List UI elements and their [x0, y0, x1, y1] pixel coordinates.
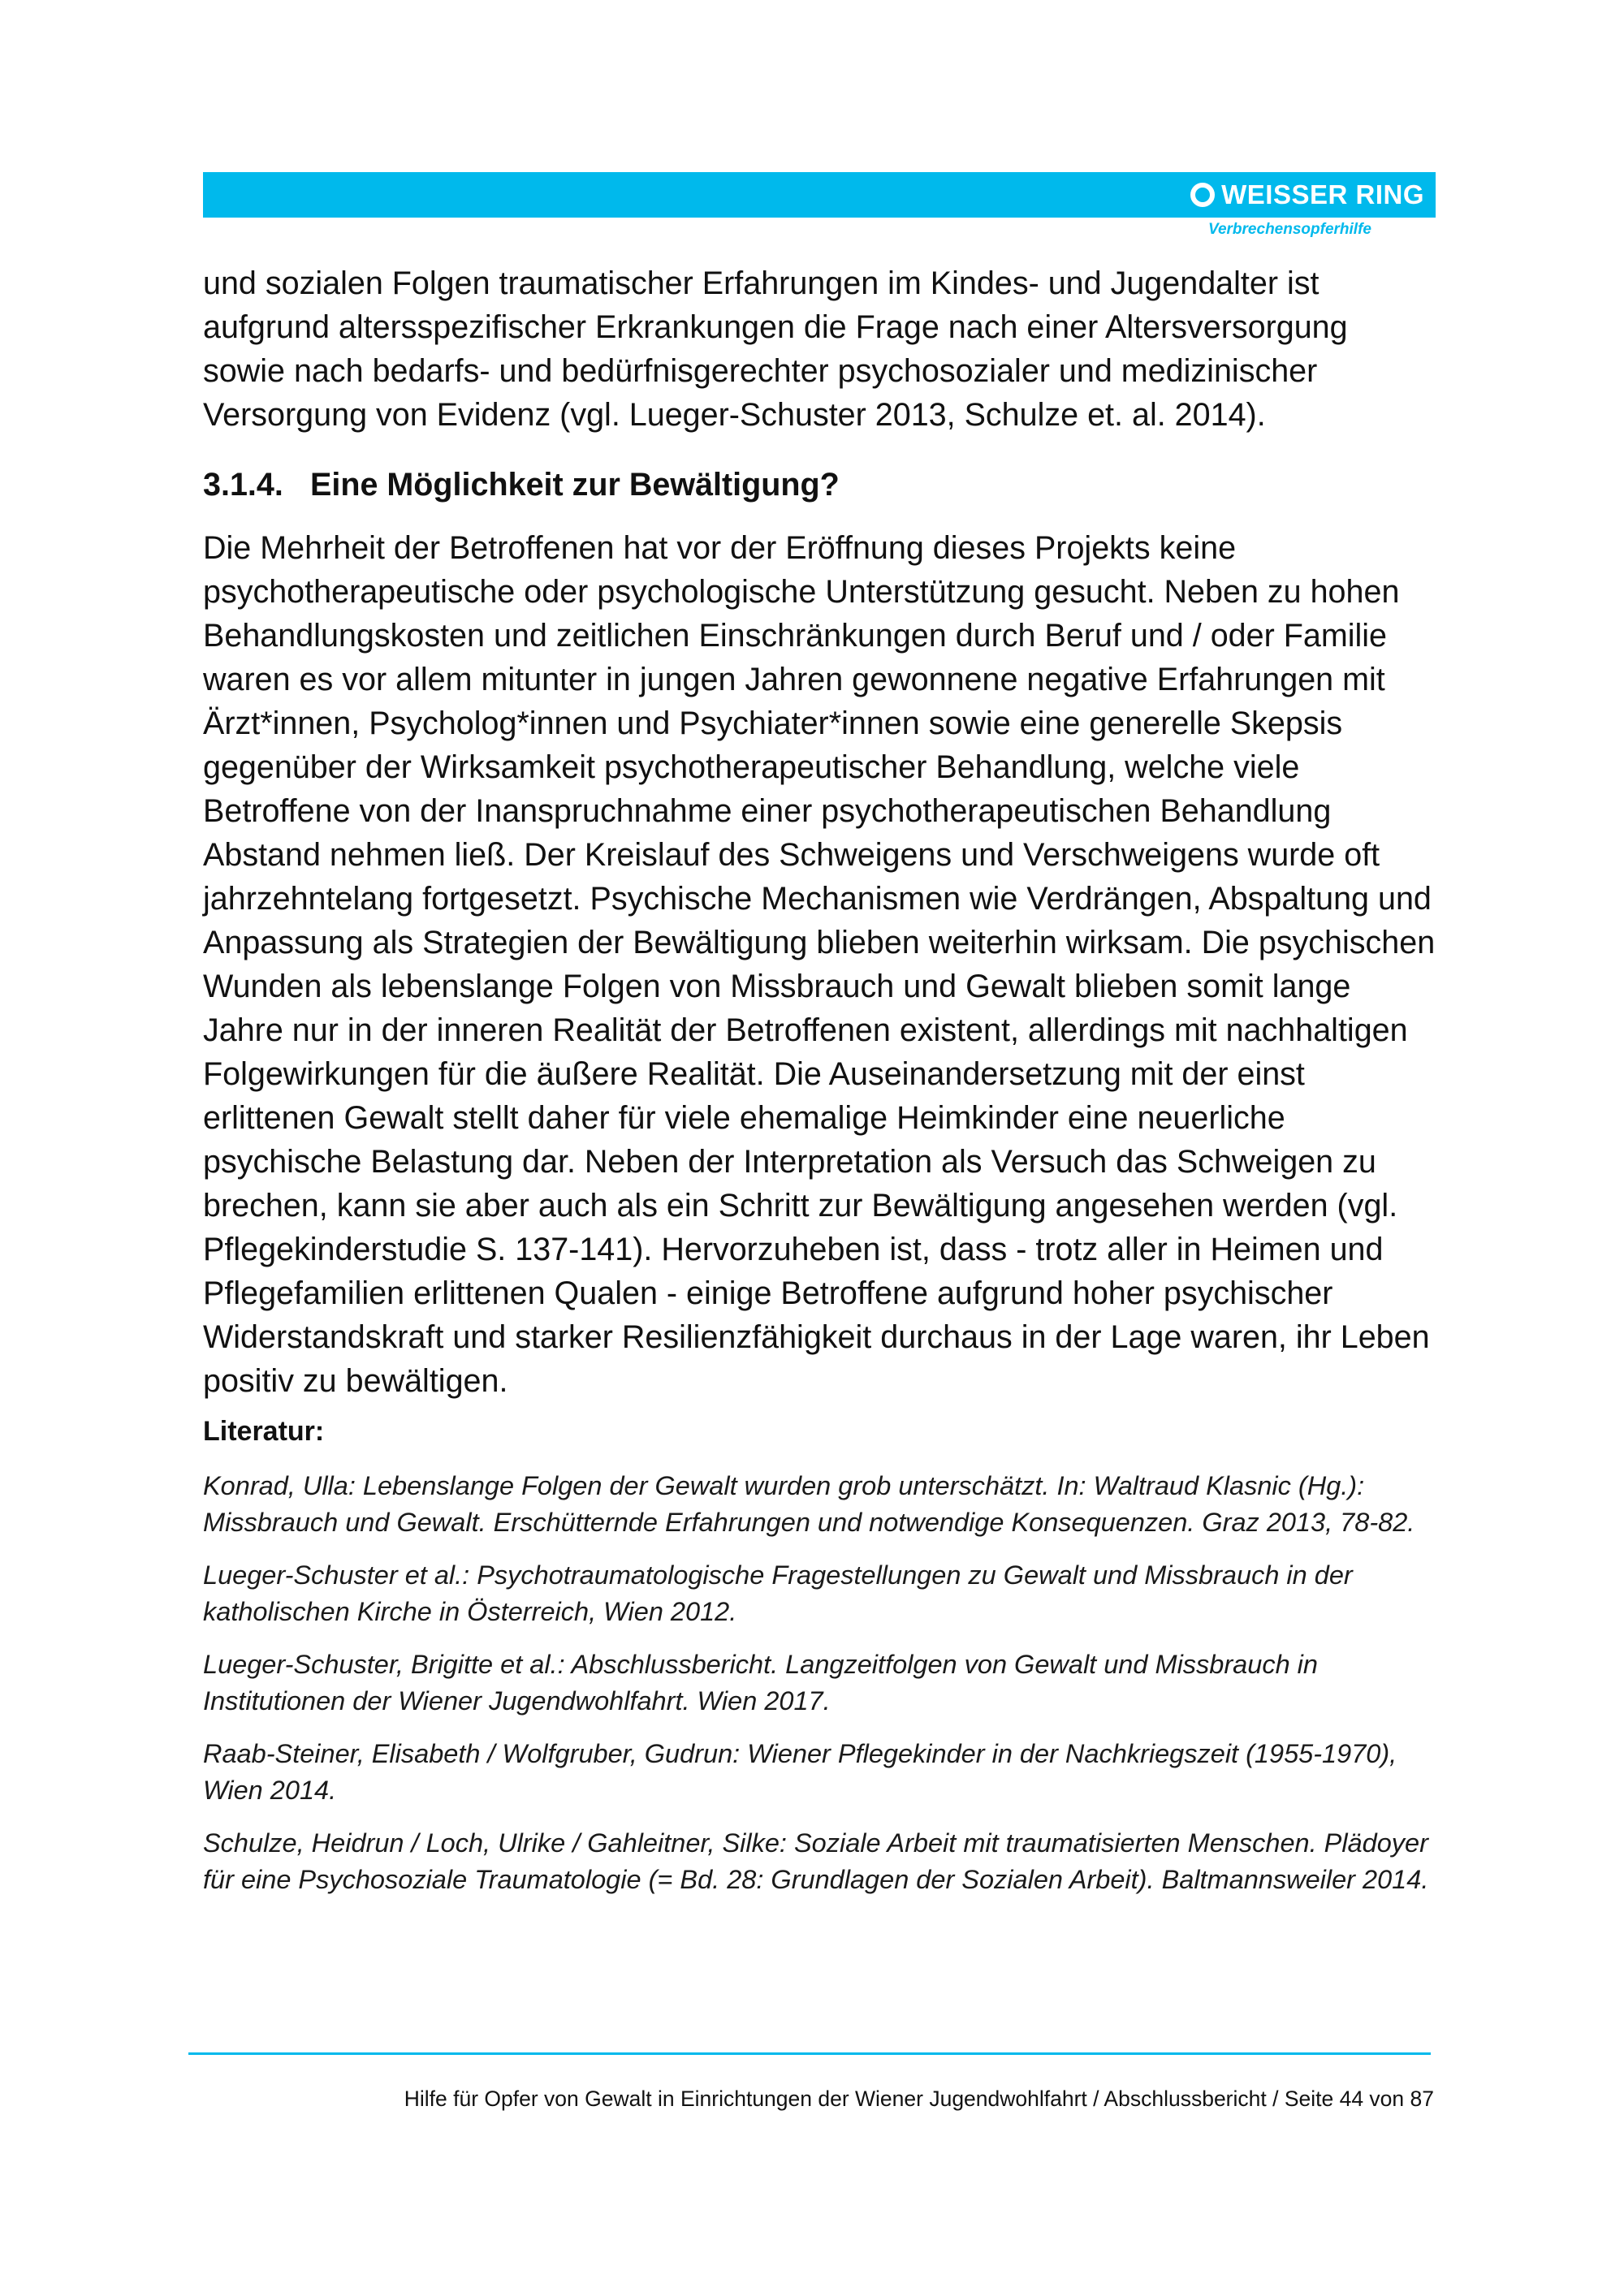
section-body-paragraph: Die Mehrheit der Betroffenen hat vor der Eröffnung dieses Projekts keine psychotherapeutische oder psychologische Unterstützung gesucht. Neben zu hohen Behandlungskosten und zeitlichen Einschränkungen durch Beruf und / oder Familie waren es vor allem mitunter in jungen Jahren gewonnene negative Erfahrungen mit Ärzt*innen, Psycholog*innen und Psychiater*innen sowie eine generelle Skepsis gegenüber der Wirksamkeit psychotherapeutischer Behandlung, welche viele Betroffene von der Inanspruchnahme einer psychotherapeutischen Behandlung Abstand nehmen ließ. Der Kreislauf des Schweigens und Verschweigens wurde oft jahrzehntelang fortgesetzt. Psychische Mechanismen wie Verdrängen, Abspaltung und Anpassung als Strategien der Bewältigung blieben weiterhin wirksam. Die psychischen Wunden als lebenslange Folgen von Missbrauch und Gewalt blieben somit lange Jahre nur in der inneren Realität der Betroffenen existent, allerdings mit nachhaltigen Folgewirkungen für die äußere Realität. Die Auseinandersetzung mit der einst erlittenen Gewalt stellt daher für viele ehemalige Heimkinder eine neuerliche psychische Belastung dar. Neben der Interpretation als Versuch das Schweigen zu brechen, kann sie aber auch als ein Schritt zur Bewältigung angesehen werden (vgl. Pflegekinderstudie S. 137-141). Hervorzuheben ist, dass - trotz aller in Heimen und Pflegefamilien erlittenen Qualen - einige Betroffene aufgrund hoher psychischer Widerstandskraft und starker Resilienzfähigkeit durchaus in der Lage waren, ihr Leben positiv zu bewältigen.: [203, 530, 1436, 1399]
logo-subtitle: Verbrechensopferhilfe: [1208, 221, 1371, 238]
reference-item: Lueger-Schuster et al.: Psychotraumatologische Fragestellungen zu Gewalt und Missbrauch in der katholischen Kirche in Österreich, Wien 2012.: [203, 1560, 1353, 1626]
logo-text: WEISSER RING: [1221, 179, 1424, 209]
weisser-ring-logo: [1190, 172, 1436, 218]
reference-item: Konrad, Ulla: Lebenslange Folgen der Gewalt wurden grob unterschätzt. In: Waltraud Klasnic (Hg.): Missbrauch und Gewalt. Erschütternde Erfahrungen und notwendige Konsequenzen. Graz 2013, 78-82.: [203, 1471, 1415, 1537]
ring-icon: [1190, 183, 1215, 207]
section-title: Eine Möglichkeit zur Bewältigung?: [310, 467, 840, 503]
intro-paragraph: und sozialen Folgen traumatischer Erfahrungen im Kindes- und Jugendalter ist aufgrund altersspezifischer Erkrankungen die Frage nach einer Altersversorgung sowie nach bedarfs- und bedürfnisgerechter psychosozialer und medizinischer Versorgung von Evidenz (vgl. Lueger-Schuster 2013, Schulze et. al. 2014).: [203, 265, 1348, 433]
literature-heading: Literatur:: [203, 1416, 325, 1447]
reference-item: Lueger-Schuster, Brigitte et al.: Abschlussbericht. Langzeitfolgen von Gewalt und Missbrauch in Institutionen der Wiener Jugendwohlfahrt. Wien 2017.: [203, 1650, 1318, 1716]
reference-list: [203, 1468, 1437, 1914]
section-heading: [203, 463, 840, 507]
header-band: [203, 172, 1436, 218]
footer-divider: [188, 2052, 1431, 2055]
page-footer: Hilfe für Opfer von Gewalt in Einrichtungen der Wiener Jugendwohlfahrt / Abschlussbericht / Seite 44 von 87: [404, 2087, 1434, 2111]
reference-item: Raab-Steiner, Elisabeth / Wolfgruber, Gudrun: Wiener Pflegekinder in der Nachkriegszeit (1955-1970), Wien 2014.: [203, 1739, 1397, 1805]
section-number: 3.1.4.: [203, 467, 283, 503]
reference-item: Schulze, Heidrun / Loch, Ulrike / Gahleitner, Silke: Soziale Arbeit mit traumatisierten Menschen. Plädoyer für eine Psychosoziale Traumatologie (= Bd. 28: Grundlagen der Sozialen Arbeit). Baltmannsweiler 2014.: [203, 1828, 1429, 1894]
